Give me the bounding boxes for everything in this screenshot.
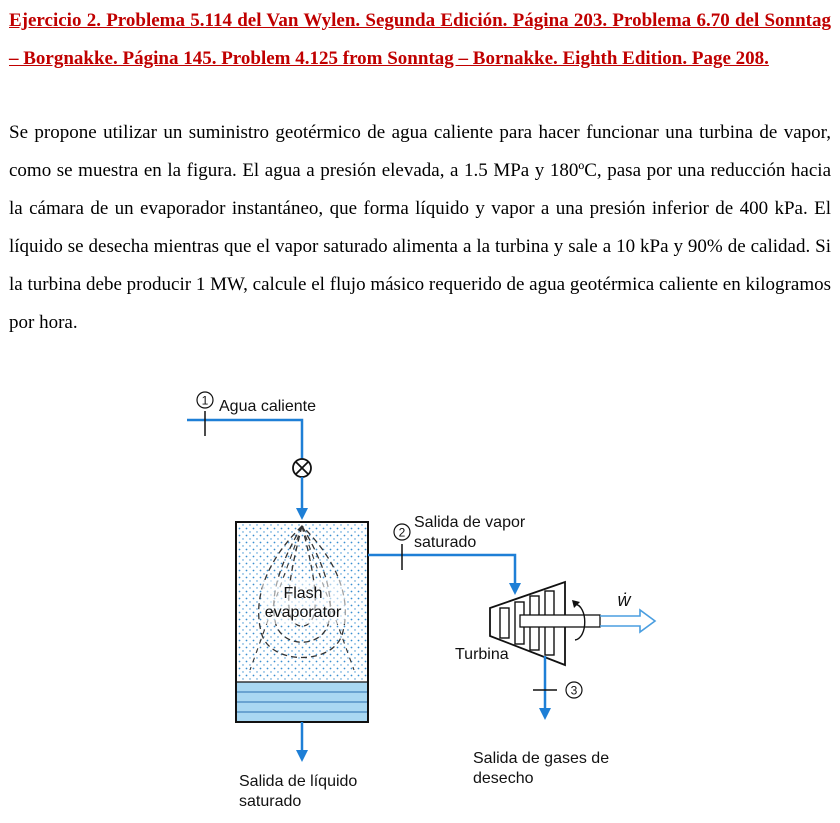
problem-statement: Se propone utilizar un suministro geotérmico de agua caliente para hacer funcionar una turbina de vapor, como se muestra en la figura. El agua a presión elevada, a 1.5 MPa y 180ºC, pasa por una reducción hacia la cámara de un evaporador instantáneo, que forma líquido y vapor a una presión inferior de 400 kPa. El líquido se desecha mientras que el vapor saturado alimenta a la turbina y sale a 10 kPa y 90% de calidad. Si la turbina debe producir 1 MW, calcule el flujo másico requerido de agua geotérmica caliente en kilogramos por hora.: [9, 122, 831, 333]
state-1-number: 1: [201, 393, 209, 408]
state-1-label: Agua caliente: [219, 398, 316, 415]
state-1-marker: [197, 392, 213, 408]
work-symbol: ẇ: [617, 590, 631, 610]
vapor-pipe: [368, 544, 521, 595]
turbine-label: Turbina: [455, 646, 509, 663]
state-3-number: 3: [570, 683, 578, 698]
work-output-arrow: [600, 610, 655, 632]
state-2-label-line2: saturado: [414, 534, 477, 551]
exhaust-label-line1: Salida de gases de: [473, 750, 610, 767]
state-3-marker: [566, 682, 582, 698]
exhaust-label-line2: desecho: [473, 770, 534, 787]
flash-evaporator-vessel: [236, 522, 368, 722]
exhaust-pipe: [533, 656, 557, 720]
evaporator-label-line1: Flash: [283, 585, 323, 602]
liquid-outlet-label-line2: saturado: [239, 793, 302, 810]
flash-evaporator-diagram: [0, 380, 840, 823]
evaporator-label-line2: evaporator: [264, 604, 342, 621]
state-2-label-line1: Salida de vapor: [414, 514, 526, 531]
exercise-heading: Ejercicio 2. Problema 5.114 del Van Wylen. Segunda Edición. Página 203. Problema 6.70 del Sonntag – Borgnakke. Página 145. Problem 4.125 from Sonntag – Bornakke. Eighth Edition. Page 208.: [9, 10, 831, 69]
state-2-marker: [394, 524, 410, 540]
liquid-outlet-pipe: [296, 722, 308, 762]
state-2-number: 2: [398, 525, 406, 540]
inlet-pipe: [187, 411, 302, 462]
liquid-outlet-label-line1: Salida de líquido: [239, 773, 358, 790]
throttle-valve-icon: [293, 459, 311, 477]
